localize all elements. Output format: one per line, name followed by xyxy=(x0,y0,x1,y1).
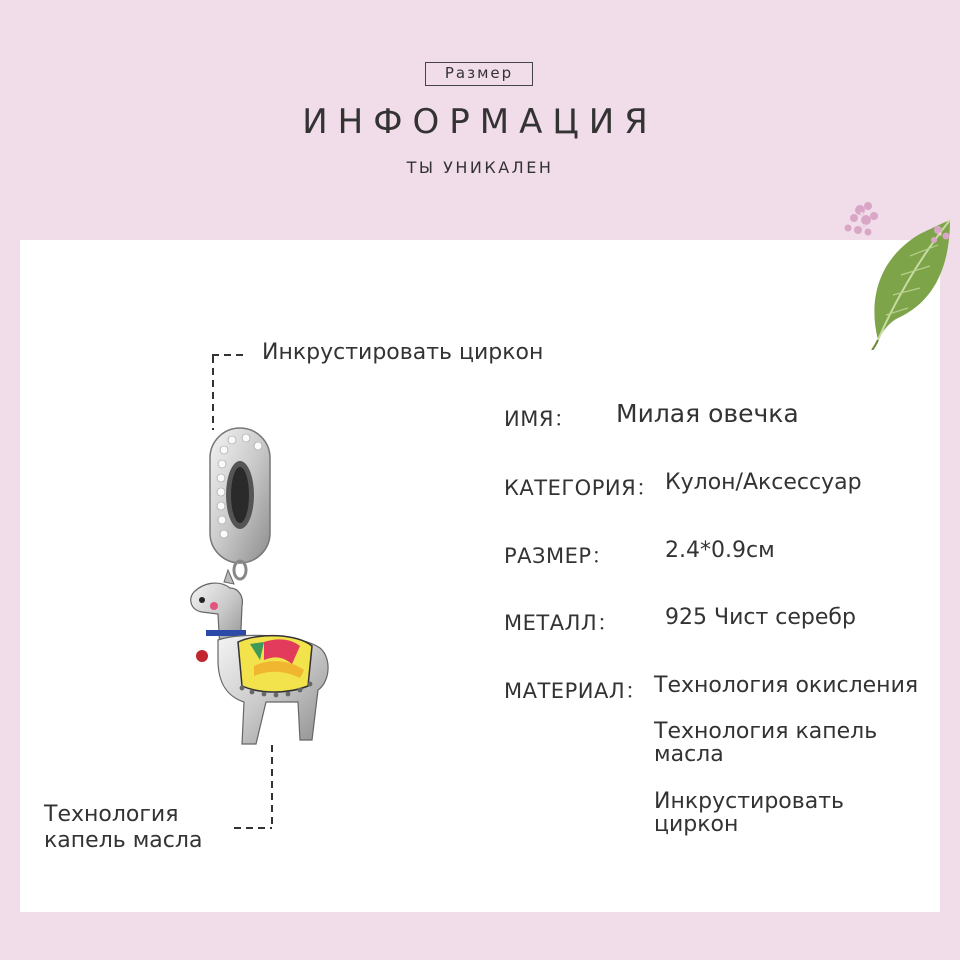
callout-oil-drop-line1: Технология xyxy=(44,802,179,827)
spec-material-value-1: Технология окисления xyxy=(654,673,919,698)
spec-material-value-2: Технология капель xyxy=(654,719,878,744)
spec-material-value-3b: циркон xyxy=(654,812,739,837)
spec-name-value: Милая овечка xyxy=(616,399,799,428)
spec-material-value-3: Инкрустировать xyxy=(654,789,844,814)
leaf-flower-decoration xyxy=(838,190,956,350)
spec-material-label: МАТЕРИАЛ： xyxy=(504,679,647,703)
spec-material-value-2b: масла xyxy=(654,742,724,767)
spec-size-value: 2.4*0.9см xyxy=(665,538,775,563)
page-title: ИНФОРМАЦИЯ xyxy=(302,102,658,142)
spec-category-value: Кулон/Аксессуар xyxy=(665,470,862,495)
spec-metal-value: 925 Чист серебр xyxy=(665,605,856,630)
page-subtitle: ТЫ УНИКАЛЕН xyxy=(406,158,554,177)
callout-zircon: Инкрустировать циркон xyxy=(262,340,544,365)
callout-oil-drop xyxy=(44,802,202,854)
spec-name-label: ИМЯ： xyxy=(504,407,576,431)
spec-category-label: КАТЕГОРИЯ： xyxy=(504,476,658,500)
size-tag: Размер xyxy=(425,62,533,86)
callout-oil-drop-line2: капель масла xyxy=(44,828,203,853)
spec-size-label: РАЗМЕР： xyxy=(504,544,614,568)
llama-charm-image xyxy=(180,420,340,760)
spec-metal-label: МЕТАЛЛ： xyxy=(504,611,619,635)
